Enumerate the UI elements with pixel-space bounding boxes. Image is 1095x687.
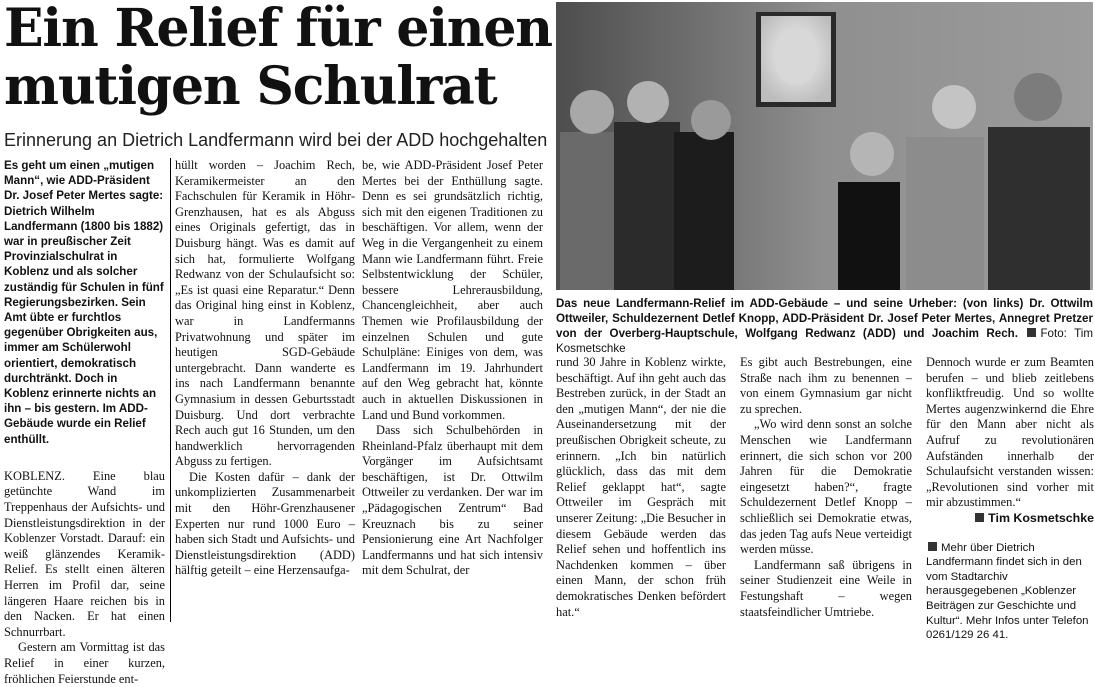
article-column-3 <box>362 158 543 622</box>
article-column-4 <box>556 355 726 622</box>
author-line <box>926 511 1094 527</box>
body-paragraph: Landfermann saß übrigens in seiner Studienzeit eine Weile in Festungshaft – wegen staatsfeindlicher Umtriebe. <box>740 557 912 619</box>
body-paragraph: rund 30 Jahre in Koblenz wirkte, beschäftigt. Auf ihn geht auch das Bestreben zurück, in der Stadt an den „mutigen Mann“, der nie die Auseinandersetzung mit der preußischen Obrigkeit scheute, zu erinnern. „Ich bin natürlich glücklich, dass das mit dem Relief geklappt hat“, sagte Ottweiler im Gespräch mit unserer Zeitung: „Die Besucher in diesem Gebäude werden das Relief sehen und hoffentlich ins Nachdenken kommen – über einen Mann, der schon früh demokratisches Denken befördert hat.“ <box>556 355 726 619</box>
square-bullet-icon <box>975 513 984 522</box>
photo-illustration <box>556 2 1093 290</box>
body-paragraph: Dennoch wurde er zum Beamten berufen – und blieb zeitlebens konfliktfreudig. Und so wollte Mertes augenzwinkernd die Ehre für den Mann aber nicht als Aufruf zu revolutionären Aufständen innerhalb der Schulaufsicht verstanden wissen: „Revolutionen sind vorher mit mir abzustimmen.“ <box>926 355 1094 510</box>
body-paragraph: „Wo wird denn sonst an solche Menschen wie Landfermann erinnert, die sich schon vor 200 Jahren für die Demokratie eingesetzt haben?“, fragte Schuldezernent Detlef Knopp – schließlich sei Demokratie etwas, das jeden Tag aufs Neue verteidigt werden müsse. <box>740 417 912 557</box>
headline <box>4 0 552 117</box>
headline-line-1: Ein Relief für einen <box>4 0 552 59</box>
caption-text: Das neue Landfermann-Relief im ADD-Gebäude – und seine Urheber: (von links) Dr. Ottwilm Ottweiler, Schuldezernent Detlef Knopp, ADD-Präsident Dr. Josef Peter Mertes, Annegret Pretzer von der Overberg-Hauptschule, Wolfgang Redwanz (ADD) und Joachim Rech. <box>556 297 1093 340</box>
article-column-1 <box>4 158 165 686</box>
body-paragraph: Die Kosten dafür – dank der unkomplizierten Zusammenarbeit mit den Höhr-Grenzhausener Experten nur rund 1000 Euro – haben sich Stadt und Aufsichts- und Dienstleistungsdirektion (ADD) hälftig geteilt – eine Herzensaufga- <box>175 469 355 578</box>
article-photo <box>556 2 1093 290</box>
info-box <box>926 541 1094 643</box>
square-bullet-icon <box>928 542 937 551</box>
body-paragraph: hüllt worden – Joachim Rech, Keramikermeister an den Fachschulen für Keramik in Höhr-Grenzhausen, hat es als Abguss eines Originals gefertigt, das in Duisburg hängt. Was es damit auf sich hat, formulierte Wolfgang Redwanz von der Schulaufsicht so: „Es ist quasi eine Reparatur.“ Denn das Original hing einst in Koblenz, war in Landfermanns Privatwohnung und später im heutigen SGD-Gebäude untergebracht. Dann wanderte es ins nach Landfermann benannte Gymnasium in dessen Geburtsstadt Duisburg. Und dort verbrachte Rech auch gut 16 Stunden, um den handwerklich hervorragenden Abguss zu fertigen. <box>175 158 355 469</box>
article-column-6 <box>926 355 1094 642</box>
photo-credit: Foto: Tim Kosmetschke <box>556 327 1093 355</box>
body-paragraph: Es gibt auch Bestrebungen, eine Straße nach ihm zu benennen – von einem Gymnasium gar nicht zu sprechen. <box>740 355 912 416</box>
body-paragraph: Dass sich Schulbehörden in Rheinland-Pfalz überhaupt mit dem Vorgänger im Aufsichtsamt beschäftigen, ist Dr. Ottwilm Ottweiler zu verdanken. Der war im „Pädagogischen Zentrum“ Bad Kreuznach bis zu seiner Pensionierung eine Art Nachfolger Landfermanns und hat sich intensiv mit dem Schulrat, der <box>362 423 543 578</box>
article-column-2 <box>175 158 355 622</box>
subheadline: Erinnerung an Dietrich Landfermann wird bei der ADD hochgehalten <box>4 130 548 150</box>
author-name: Tim Kosmetschke <box>988 510 1094 525</box>
info-text: Mehr über Dietrich Landfermann findet sich in den vom Stadtarchiv herausgegebenen „Koblenzer Beiträgen zur Geschichte und Kultur“. Mehr Infos unter Telefon 0261/129 26 41. <box>926 541 1089 642</box>
photo-caption <box>556 296 1093 356</box>
body-paragraph: be, wie ADD-Präsident Josef Peter Mertes bei der Enthüllung sagte. Denn es sei grundsätzlich richtig, sich mit den eigenen Traditionen zu beschäftigen. Vor allem, wenn der Weg in die Vergangenheit zu einem Mann wie Landfermann führt. Freie Selbstentwicklung der Schüler, bessere Lehrerausbildung, Chancengleichheit, aber auch Themen wie Profilausbildung der einzelnen Schulen und gute Schulpläne: Einiges von dem, was Landfermann im 19. Jahrhundert auf den Weg gebracht hat, könnte auch in aktuellen Diskussionen in Land und Bund vorkommen. <box>362 158 543 422</box>
square-bullet-icon <box>1027 328 1036 337</box>
article-column-5 <box>740 355 912 622</box>
body-paragraph: Gestern am Vormittag ist das Relief in einer kurzen, fröhlichen Feierstunde ent- <box>4 640 165 686</box>
column-divider <box>170 158 171 622</box>
body-paragraph: KOBLENZ. Eine blau getünchte Wand im Treppenhaus der Aufsichts- und Dienstleistungsdirektion in der Koblenzer Vorstadt. Darauf: ein weiß glänzendes Keramik-Relief. Es stellt einen älteren Herren im Profil dar, seine längeren Haare reichen bis in den Nacken. Er hat einen Schnurrbart. <box>4 468 165 639</box>
lead-paragraph: Es geht um einen „mutigen Mann“, wie ADD-Präsident Dr. Josef Peter Mertes sagte: Dietrich Wilhelm Landfermann (1800 bis 1882) war in preußischer Zeit Provinzialschulrat in Koblenz und als solcher zuständig für Schulen in fünf Regierungsbezirken. Sein Amt übte er furchtlos gegenüber Obrigkeiten aus, immer am Schülerwohl orientiert, demokratisch durchtränkt. Doch in Koblenz erinnerte nichts an ihn – bis gestern. Im ADD-Gebäude wurde ein Relief enthüllt. <box>4 159 164 446</box>
headline-line-2: mutigen Schulrat <box>4 56 497 117</box>
